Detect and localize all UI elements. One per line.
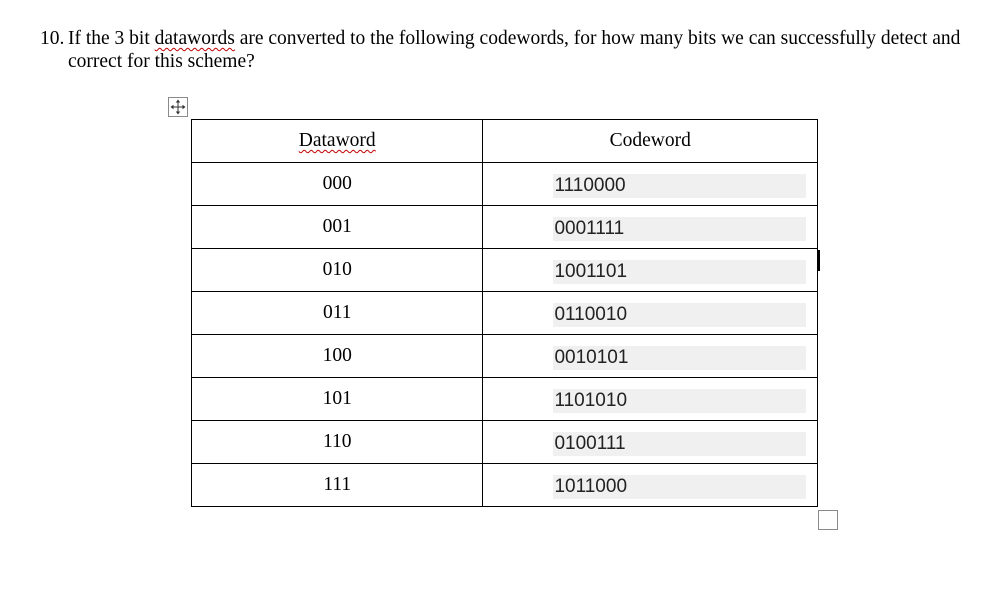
table-row xyxy=(192,206,818,249)
resize-square-icon[interactable] xyxy=(818,510,838,530)
codeword-value: 0010101 xyxy=(553,346,806,370)
dataword-cell: 100 xyxy=(192,335,483,378)
dataword-cell: 001 xyxy=(192,206,483,249)
codeword-value: 1011000 xyxy=(553,475,806,499)
table-row xyxy=(192,335,818,378)
dataword-cell: 000 xyxy=(192,163,483,206)
codeword-cell xyxy=(483,464,818,507)
table-row xyxy=(192,464,818,507)
codeword-cell xyxy=(483,421,818,464)
codeword-cell xyxy=(483,206,818,249)
codeword-value: 1101010 xyxy=(553,389,806,413)
question-text xyxy=(68,27,968,73)
question-text-end: are converted to the following codewords, for how many bits we can successfully detect and correct for this scheme? xyxy=(68,28,961,72)
codeword-value: 0100111 xyxy=(553,432,806,456)
codeword-cell xyxy=(483,378,818,421)
codeword-value: 1001101 xyxy=(553,260,806,284)
codeword-header: Codeword xyxy=(483,120,818,163)
dataword-cell: 101 xyxy=(192,378,483,421)
dataword-cell: 011 xyxy=(192,292,483,335)
codeword-table xyxy=(191,119,818,507)
table-row xyxy=(192,421,818,464)
question-number: 10. xyxy=(40,28,65,49)
codeword-value: 1110000 xyxy=(553,174,806,198)
codeword-cell xyxy=(483,163,818,206)
codeword-cell xyxy=(483,292,818,335)
dataword-cell: 010 xyxy=(192,249,483,292)
table-row xyxy=(192,378,818,421)
spellcheck-flagged-word[interactable]: datawords xyxy=(154,28,235,49)
text-cursor xyxy=(818,250,820,271)
codeword-cell xyxy=(483,335,818,378)
table-row xyxy=(192,292,818,335)
move-arrows-icon[interactable] xyxy=(168,97,188,117)
codeword-value: 0001111 xyxy=(553,217,806,241)
header-row xyxy=(192,120,818,163)
table-row xyxy=(192,163,818,206)
dataword-cell: 110 xyxy=(192,421,483,464)
question-text-start: If the 3 bit xyxy=(68,28,155,49)
codeword-value: 0110010 xyxy=(553,303,806,327)
dataword-cell: 111 xyxy=(192,464,483,507)
dataword-header: Dataword xyxy=(192,120,483,163)
table-row xyxy=(192,249,818,292)
codeword-cell xyxy=(483,249,818,292)
